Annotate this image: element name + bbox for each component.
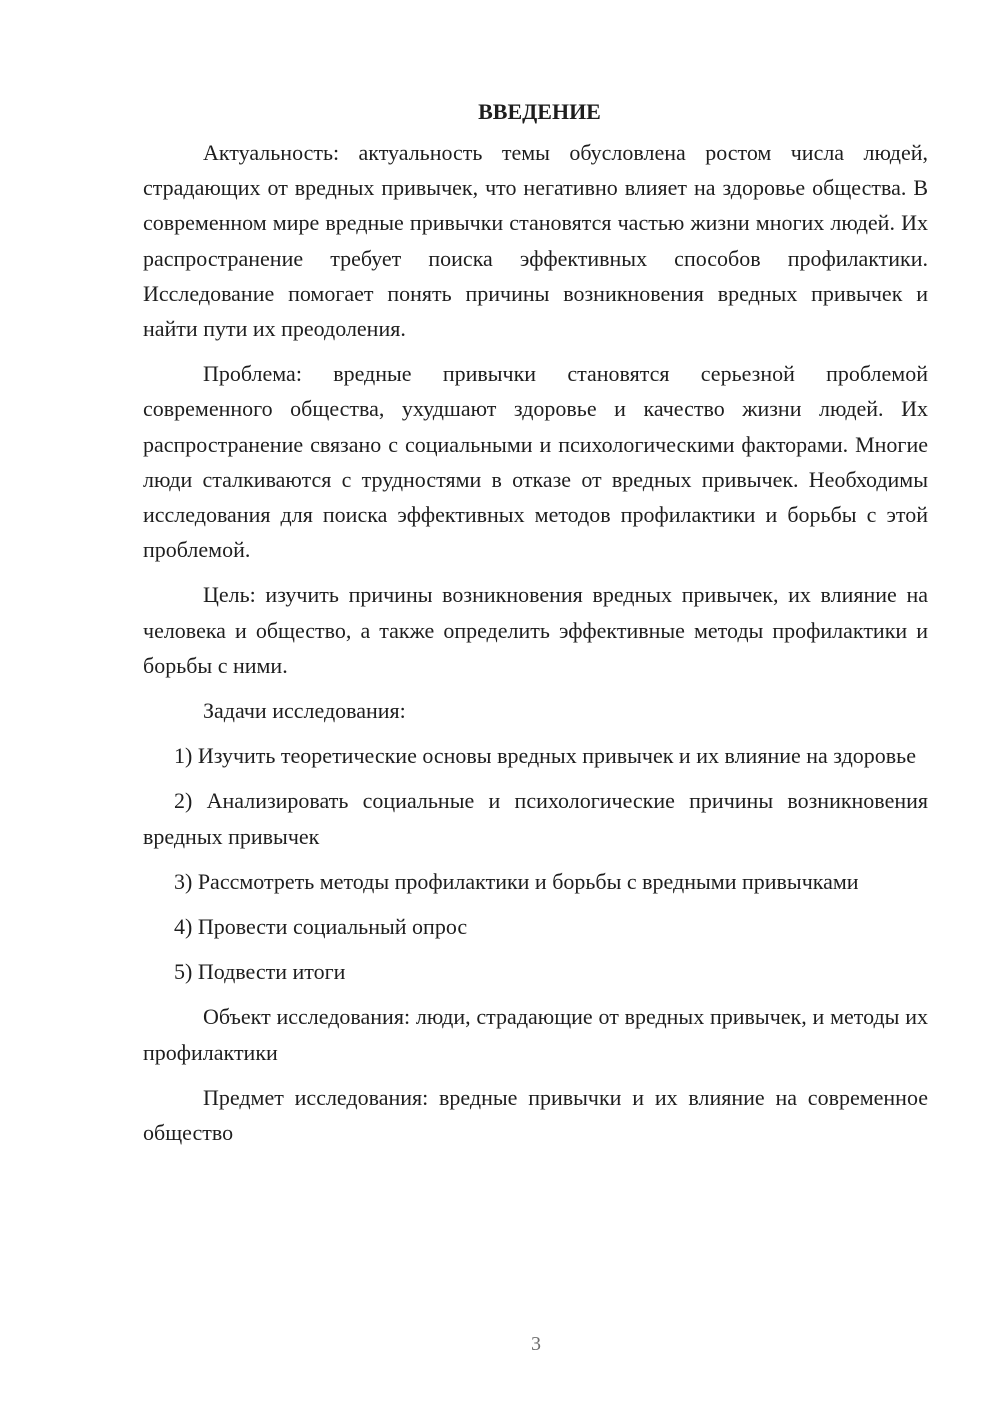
- problem-paragraph: Проблема: вредные привычки становятся серьезной проблемой современного общества, ухудшают здоровье и качество жизни людей. Их распространение связано с социальными и психологическими факторами. Многие люди сталкиваются с трудностями в отказе от вредных привычек. Необходимы исследования для поиска эффективных методов профилактики и борьбы с этой проблемой.: [143, 361, 928, 563]
- goal-paragraph: Цель: изучить причины возникновения вредных привычек, их влияние на человека и общество, а также определить эффективные методы профилактики и борьбы с ними.: [143, 582, 928, 678]
- task-item-4: 4) Провести социальный опрос: [174, 914, 468, 940]
- task-item-3: 3) Рассмотреть методы профилактики и борьбы с вредными привычками: [174, 868, 859, 894]
- research-object-paragraph: Объект исследования: люди, страдающие от вредных привычек, и методы их профилактики: [143, 1004, 928, 1065]
- task-item-5: 5) Подвести итоги: [174, 959, 346, 985]
- task-item-1: 1) Изучить теоретические основы вредных привычек и их влияние на здоровье: [174, 743, 916, 769]
- research-subject-paragraph: Предмет исследования: вредные привычки и их влияние на современное общество: [143, 1084, 928, 1146]
- tasks-heading: Задачи исследования:: [203, 698, 406, 724]
- page-number: 3: [531, 1333, 541, 1355]
- relevance-paragraph: Актуальность: актуальность темы обусловлена ростом числа людей, страдающих от вредных привычек, что негативно влияет на здоровье общества. В современном мире вредные привычки становятся частью жизни многих людей. Их распространение требует поиска эффективных способов профилактики. Исследование помогает понять причины возникновения вредных привычек и найти пути их преодоления.: [143, 140, 928, 342]
- section-title: ВВЕДЕНИЕ: [478, 99, 601, 124]
- task-item-2: 2) Анализировать социальные и психологические причины возникновения вредных привычек: [143, 788, 928, 849]
